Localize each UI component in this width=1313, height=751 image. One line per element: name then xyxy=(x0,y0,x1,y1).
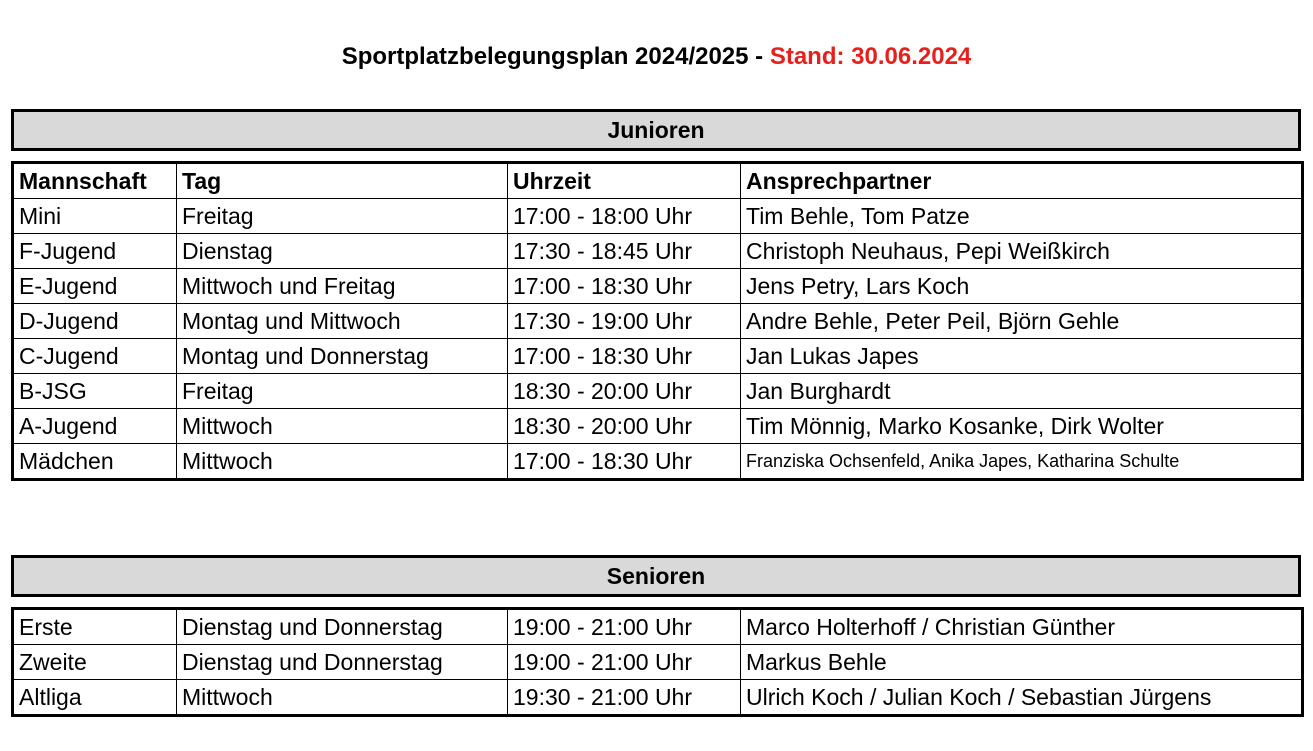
senioren-heading: Senioren xyxy=(11,555,1301,597)
table-row xyxy=(13,680,1303,716)
contact-cell: Christoph Neuhaus, Pepi Weißkirch xyxy=(741,234,1303,269)
contact-cell: Ulrich Koch / Julian Koch / Sebastian Jürgens xyxy=(741,680,1303,716)
contact-cell: Markus Behle xyxy=(741,645,1303,680)
contact-cell: Jan Lukas Japes xyxy=(741,339,1303,374)
time-cell: 17:00 - 18:00 Uhr xyxy=(508,199,741,234)
time-cell: 17:30 - 19:00 Uhr xyxy=(508,304,741,339)
contact-cell: Jan Burghardt xyxy=(741,374,1303,409)
junioren-table xyxy=(11,161,1304,481)
table-row xyxy=(13,609,1303,645)
title-stand-date: Stand: 30.06.2024 xyxy=(769,43,972,70)
table-row xyxy=(13,339,1303,374)
time-cell: 18:30 - 20:00 Uhr xyxy=(508,409,741,444)
day-cell: Montag und Donnerstag xyxy=(177,339,508,374)
day-cell: Freitag xyxy=(177,374,508,409)
senioren-table xyxy=(11,607,1304,717)
column-header-ansprechpartner: Ansprechpartner xyxy=(741,163,1303,199)
table-row xyxy=(13,645,1303,680)
contact-cell: Andre Behle, Peter Peil, Björn Gehle xyxy=(741,304,1303,339)
junioren-header-row xyxy=(13,163,1303,199)
column-header-uhrzeit: Uhrzeit xyxy=(508,163,741,199)
team-cell: B-JSG xyxy=(13,374,177,409)
title-main: Sportplatzbelegungsplan 2024/2025 - xyxy=(341,43,770,70)
day-cell: Mittwoch xyxy=(177,444,508,480)
time-cell: 17:00 - 18:30 Uhr xyxy=(508,444,741,480)
table-row xyxy=(13,304,1303,339)
day-cell: Dienstag xyxy=(177,234,508,269)
day-cell: Dienstag und Donnerstag xyxy=(177,609,508,645)
team-cell: E-Jugend xyxy=(13,269,177,304)
team-cell: Erste xyxy=(13,609,177,645)
time-cell: 17:00 - 18:30 Uhr xyxy=(508,339,741,374)
day-cell: Dienstag und Donnerstag xyxy=(177,645,508,680)
contact-cell: Tim Behle, Tom Patze xyxy=(741,199,1303,234)
table-row xyxy=(13,409,1303,444)
team-cell: F-Jugend xyxy=(13,234,177,269)
time-cell: 19:00 - 21:00 Uhr xyxy=(508,609,741,645)
column-header-tag: Tag xyxy=(177,163,508,199)
contact-cell: Franziska Ochsenfeld, Anika Japes, Katharina Schulte xyxy=(741,444,1303,480)
table-row xyxy=(13,234,1303,269)
time-cell: 17:00 - 18:30 Uhr xyxy=(508,269,741,304)
team-cell: A-Jugend xyxy=(13,409,177,444)
table-row xyxy=(13,374,1303,409)
team-cell: Altliga xyxy=(13,680,177,716)
day-cell: Mittwoch xyxy=(177,409,508,444)
team-cell: Mädchen xyxy=(13,444,177,480)
time-cell: 19:30 - 21:00 Uhr xyxy=(508,680,741,716)
page-title xyxy=(0,40,1313,74)
contact-cell: Jens Petry, Lars Koch xyxy=(741,269,1303,304)
time-cell: 17:30 - 18:45 Uhr xyxy=(508,234,741,269)
table-row xyxy=(13,199,1303,234)
table-row xyxy=(13,444,1303,480)
contact-cell: Marco Holterhoff / Christian Günther xyxy=(741,609,1303,645)
team-cell: D-Jugend xyxy=(13,304,177,339)
day-cell: Montag und Mittwoch xyxy=(177,304,508,339)
team-cell: C-Jugend xyxy=(13,339,177,374)
column-header-mannschaft: Mannschaft xyxy=(13,163,177,199)
team-cell: Zweite xyxy=(13,645,177,680)
day-cell: Mittwoch und Freitag xyxy=(177,269,508,304)
contact-cell: Tim Mönnig, Marko Kosanke, Dirk Wolter xyxy=(741,409,1303,444)
day-cell: Mittwoch xyxy=(177,680,508,716)
day-cell: Freitag xyxy=(177,199,508,234)
table-row xyxy=(13,269,1303,304)
time-cell: 18:30 - 20:00 Uhr xyxy=(508,374,741,409)
time-cell: 19:00 - 21:00 Uhr xyxy=(508,645,741,680)
team-cell: Mini xyxy=(13,199,177,234)
junioren-heading: Junioren xyxy=(11,109,1301,151)
